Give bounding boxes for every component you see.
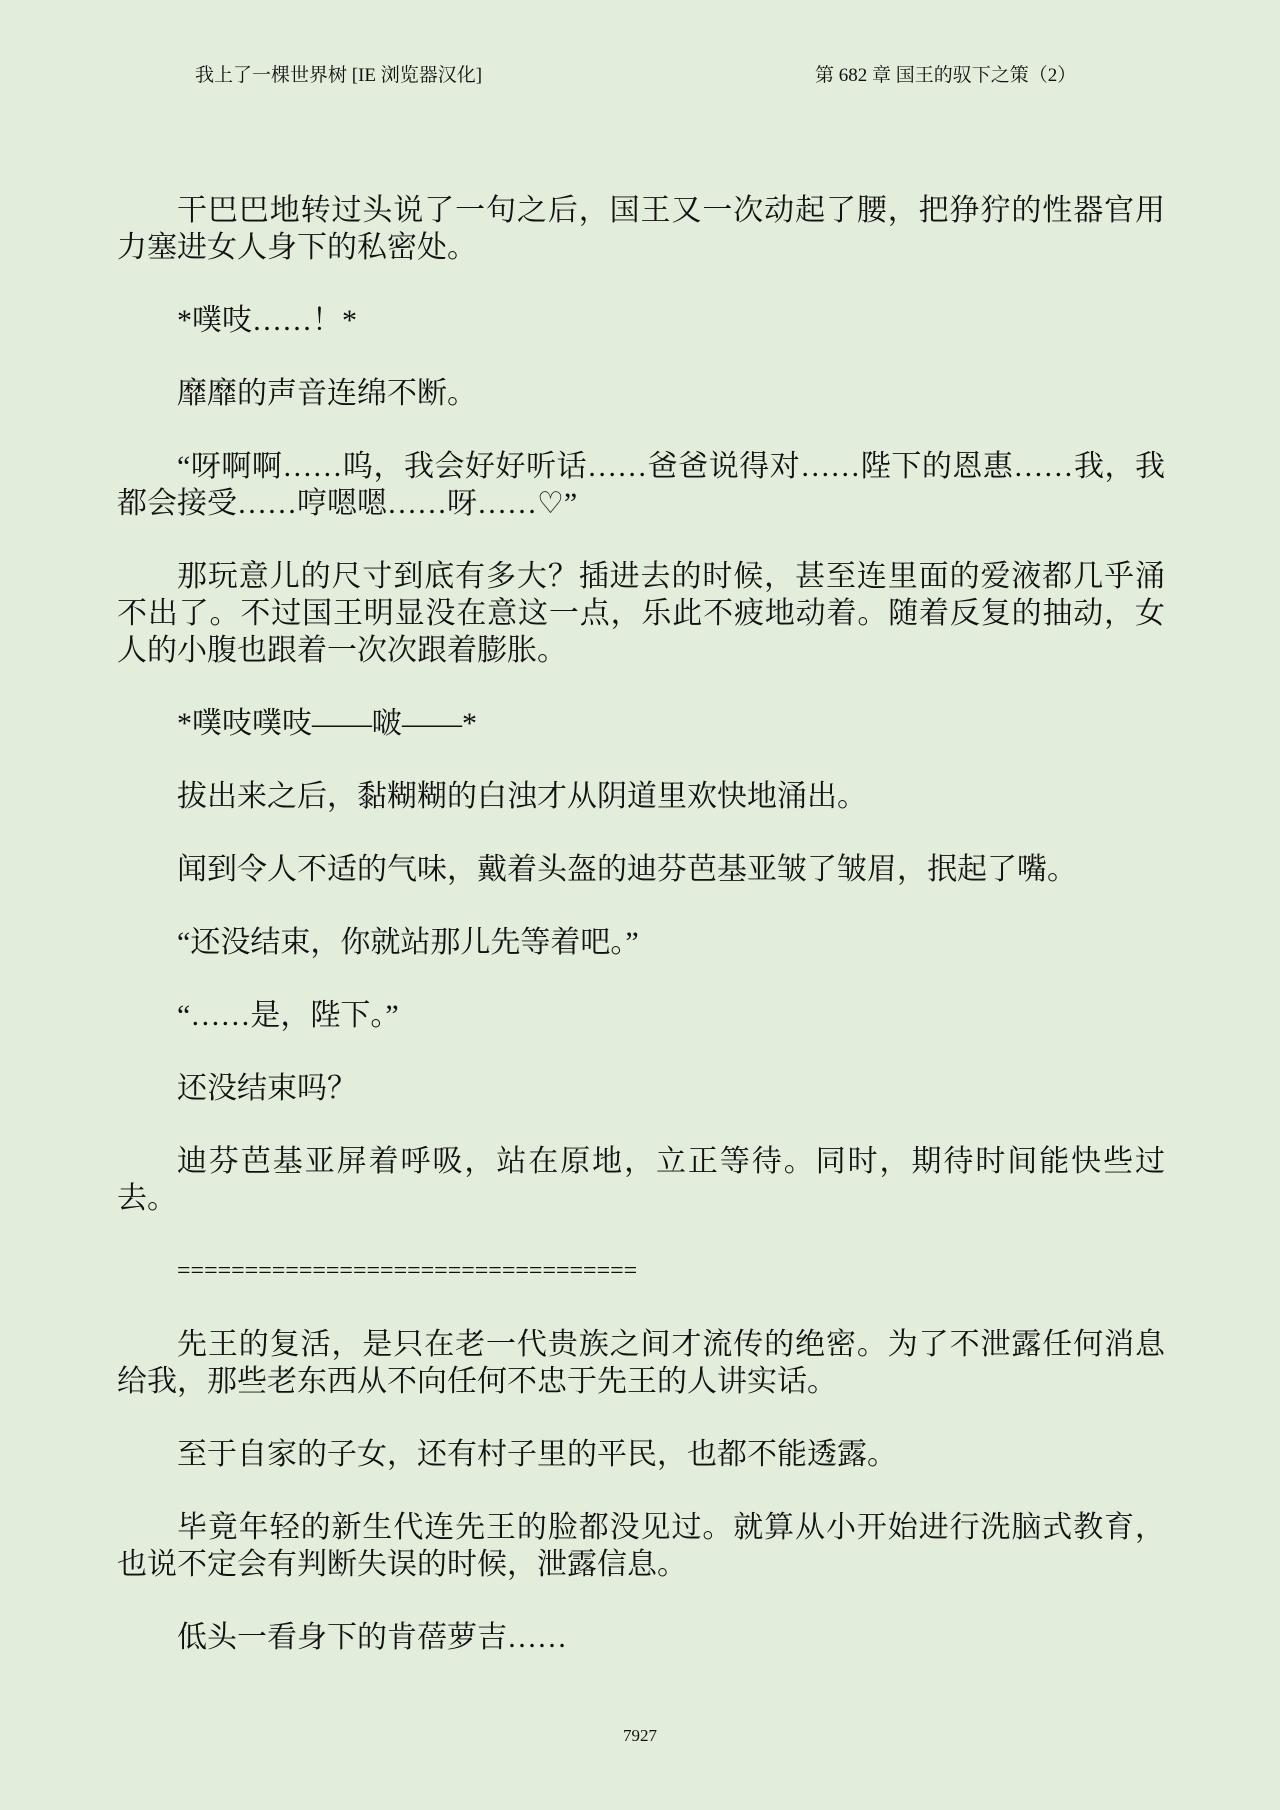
paragraph: 拔出来之后，黏糊糊的白浊才从阴道里欢快地涌出。 [177,780,867,813]
paragraph: 先王的复活，是只在老一代贵族之间才流传的绝密。为了不泄露任何消息给我，那些老东西从不向任何不忠于先王的人讲实话。 [117,1328,1165,1398]
page-body [117,192,1165,1692]
paragraph: *噗吱……！* [177,304,357,337]
header-book-title: 我上了一棵世界树 [IE 浏览器汉化] [195,65,483,86]
paragraph: “还没结束，你就站那儿先等着吧。” [177,926,639,959]
paragraph: 迪芬芭基亚屏着呼吸，站在原地，立正等待。同时，期待时间能快些过去。 [117,1145,1165,1215]
paragraph: *噗吱噗吱——啵——* [177,707,477,740]
header-chapter-title: 第 682 章 国王的驭下之策（2） [815,65,1077,86]
paragraph: 至于自家的子女，还有村子里的平民，也都不能透露。 [177,1438,897,1471]
paragraph: 那玩意儿的尺寸到底有多大？插进去的时候，甚至连里面的爱液都几乎涌不出了。不过国王明显没在意这一点，乐此不疲地动着。随着反复的抽动，女人的小腹也跟着一次次跟着膨胀。 [117,560,1165,667]
paragraph: 靡靡的声音连绵不断。 [177,377,477,410]
paragraph: 闻到令人不适的气味，戴着头盔的迪芬芭基亚皱了皱眉，抿起了嘴。 [177,853,1077,886]
paragraph: 还没结束吗？ [177,1072,357,1105]
paragraph: 毕竟年轻的新生代连先王的脸都没见过。就算从小开始进行洗脑式教育，也说不定会有判断失误的时候，泄露信息。 [117,1511,1165,1581]
page-number: 7927 [623,1726,657,1745]
paragraph: “呀啊啊……呜，我会好好听话……爸爸说得对……陛下的恩惠……我，我都会接受……哼嗯嗯……呀……♡” [117,450,1165,520]
section-separator: ================================== [177,1258,638,1284]
paragraph: “……是，陛下。” [177,999,399,1032]
paragraph: 干巴巴地转过头说了一句之后，国王又一次动起了腰，把狰狞的性器官用力塞进女人身下的私密处。 [117,194,1165,264]
paragraph: 低头一看身下的肯蓓萝吉…… [177,1621,567,1654]
